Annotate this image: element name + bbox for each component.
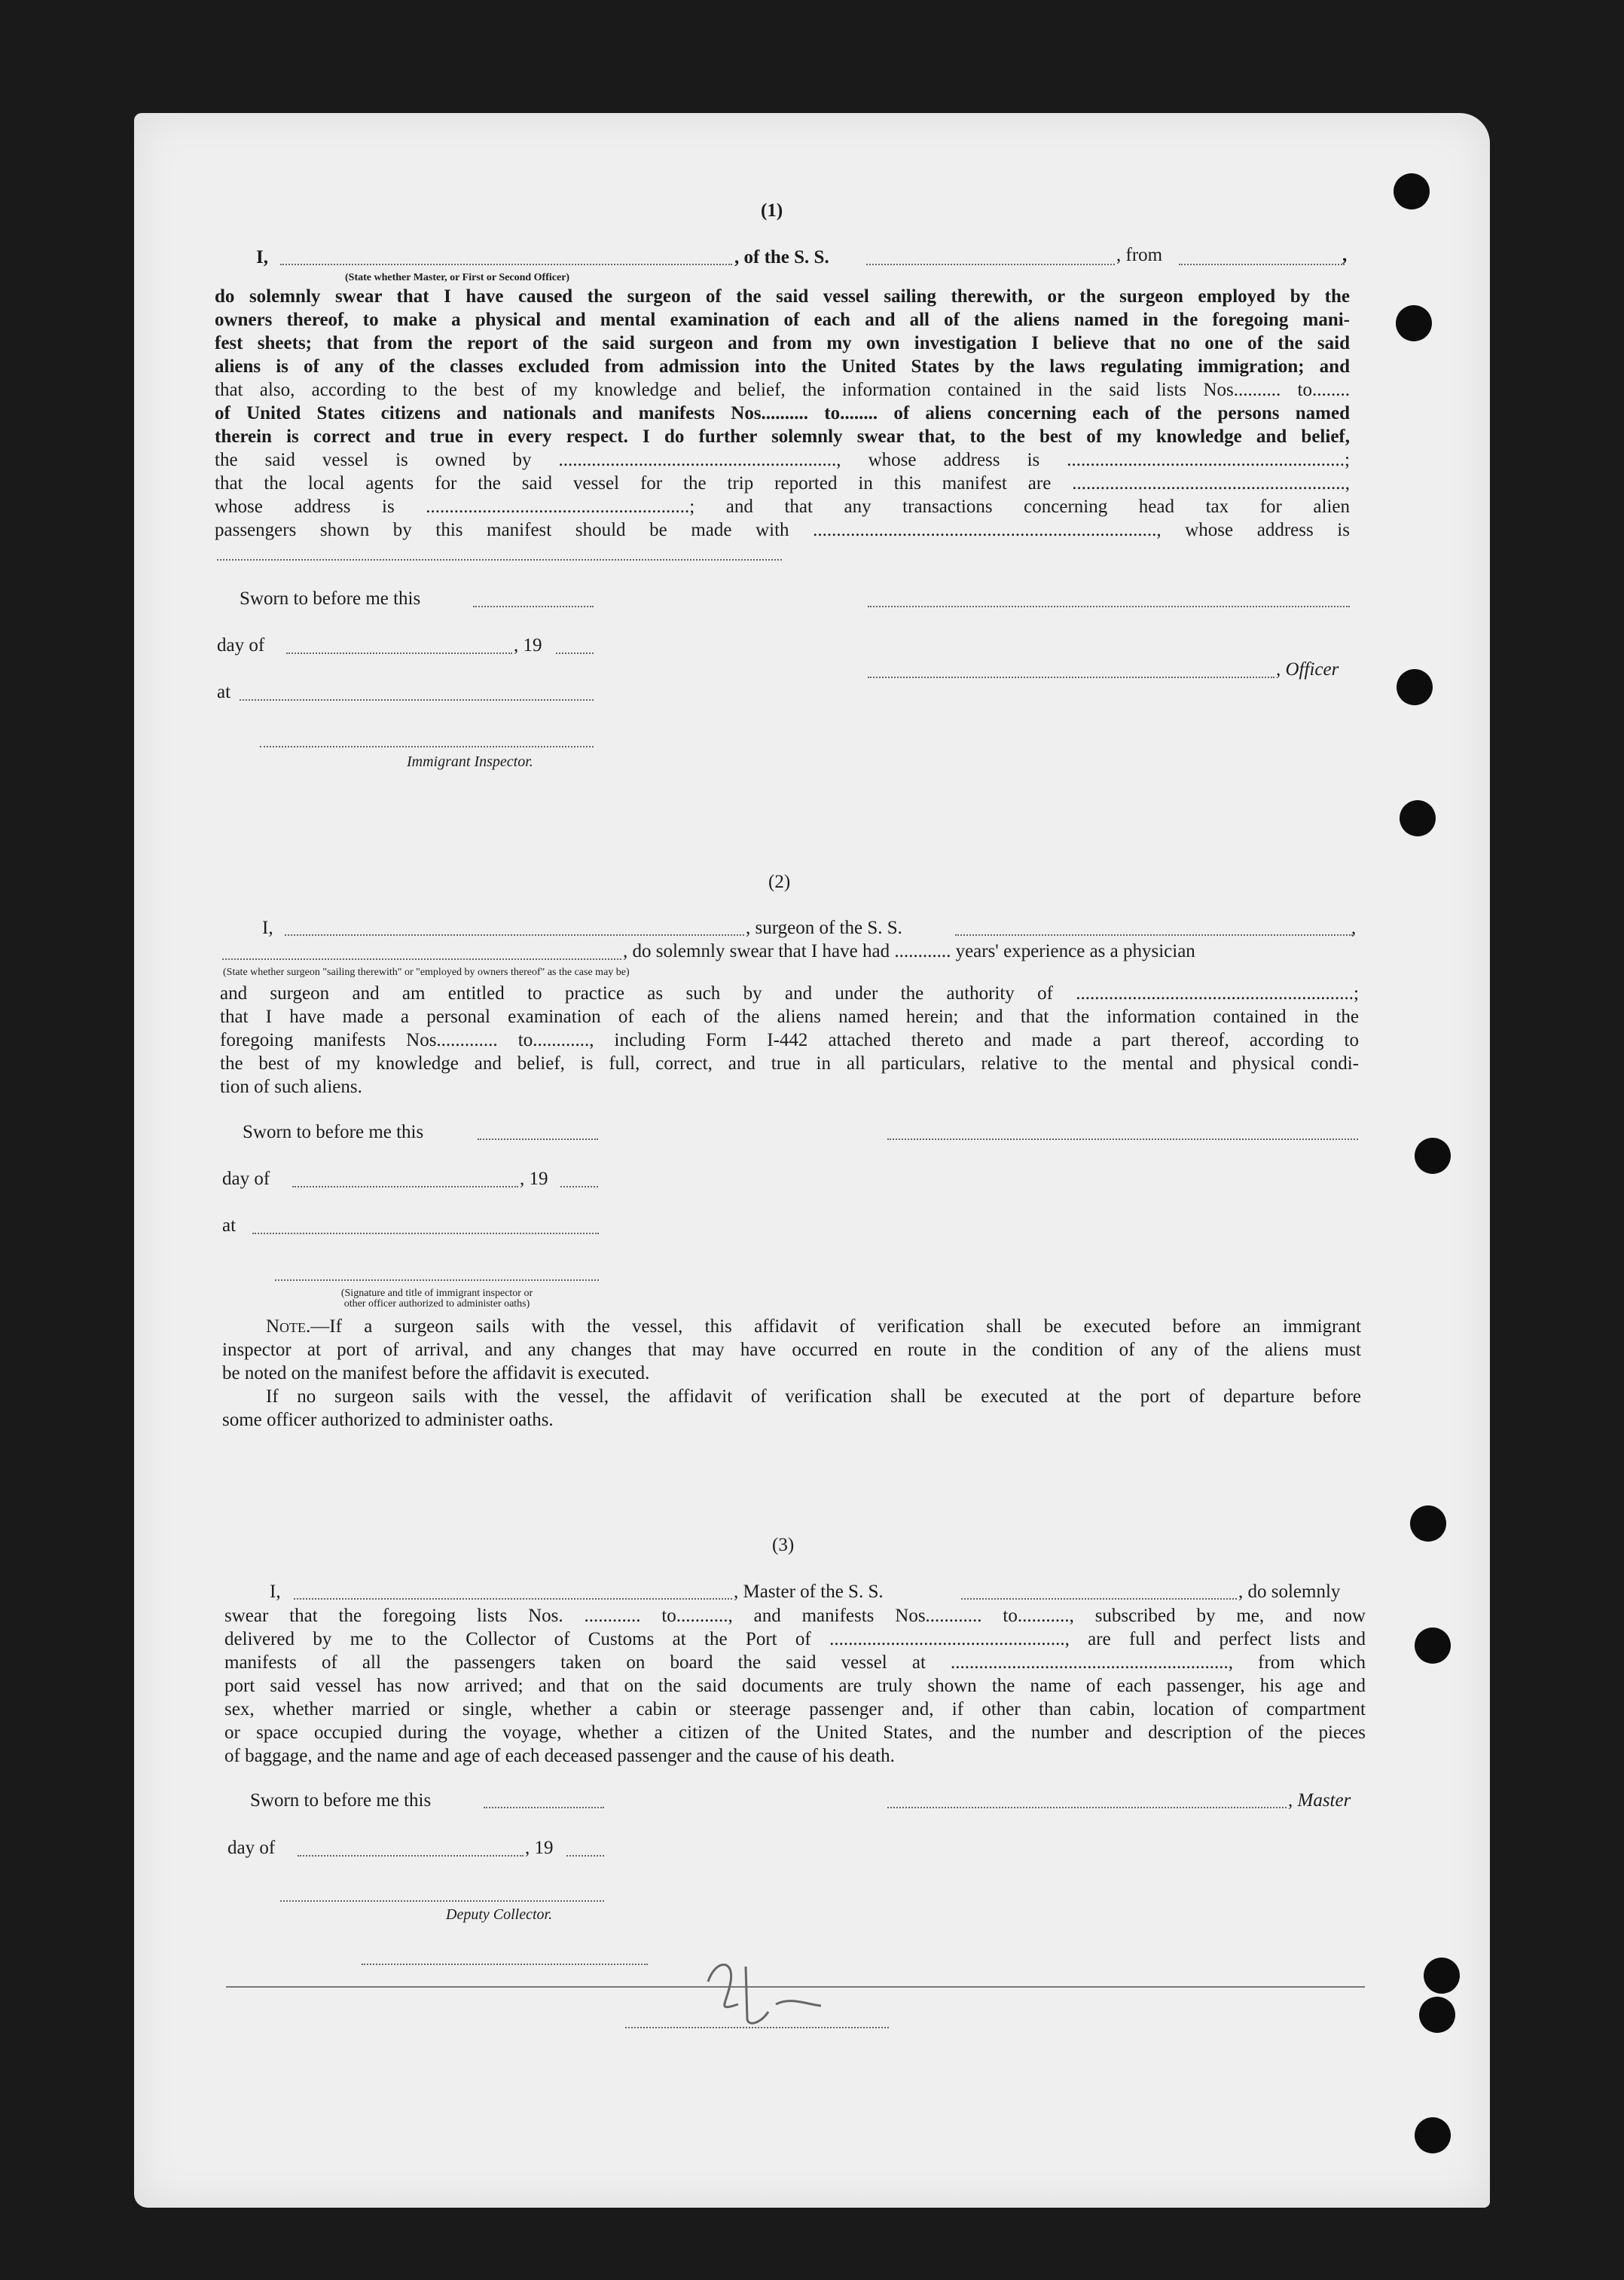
day-of-label: day of	[227, 1838, 276, 1858]
body-line: aliens is of any of the classes excluded from admission into the United States by the laws regulating immigration; and	[215, 356, 1350, 377]
body-line: passengers shown by this manifest should be made with ........................................................................., whose address is	[215, 520, 1350, 540]
blank-line	[286, 653, 512, 654]
punch-hole	[1396, 305, 1432, 341]
inspector-label: Immigrant Inspector.	[407, 753, 533, 770]
day-of-label: day of	[222, 1169, 270, 1189]
blank-line	[294, 1598, 732, 1600]
blank-line	[478, 1138, 598, 1140]
body-line: or space occupied during the voyage, whether a citizen of the United States, and the number and description of the pieces	[224, 1722, 1366, 1743]
body-line: of baggage, and the name and age of each deceased passenger and the cause of his death.	[224, 1746, 895, 1766]
section-3-i: I,	[270, 1582, 281, 1602]
blank-line	[566, 1855, 604, 1857]
year-label: , 19	[525, 1838, 554, 1858]
note-paragraph	[222, 1315, 1361, 1432]
sig-hint-2: other officer authorized to administer oaths)	[343, 1298, 530, 1310]
punch-hole	[1415, 2117, 1451, 2153]
signature-line	[868, 606, 1350, 607]
body-line: that also, according to the best of my knowledge and belief, the information contained in the said lists Nos.......... to........	[215, 380, 1350, 400]
section-1-from: , from	[1116, 245, 1163, 265]
punch-hole	[1419, 1997, 1455, 2033]
note-line: If no surgeon sails with the vessel, the affidavit of verification shall be executed at the port of departure before	[266, 1386, 1361, 1407]
section-2-heading: (2)	[768, 872, 791, 892]
officer-signature-line	[868, 677, 1274, 678]
body-line: tion of such aliens.	[220, 1077, 362, 1097]
blank-line	[955, 934, 1353, 936]
blank-line	[556, 653, 594, 654]
day-of-label: day of	[217, 635, 265, 656]
punch-hole	[1397, 669, 1433, 705]
punch-hole	[1415, 1627, 1451, 1664]
collector-signature-line	[280, 1900, 604, 1902]
body-line: the best of my knowledge and belief, is full, correct, and true in all particulars, relative to the mental and physical condi-	[220, 1053, 1359, 1074]
body-line: port said vessel has now arrived; and that on the said documents are truly shown the name of each passenger, his age and	[224, 1676, 1366, 1696]
body-line: therein is correct and true in every respect. I do further solemnly swear that, to the best of my knowledge and belief,	[215, 426, 1350, 447]
surgeon-hint: (State whether surgeon "sailing therewith" or "employed by owners thereof" as the case may be)	[223, 967, 630, 978]
body-line: that the local agents for the said vessel for the trip reported in this manifest are ..........................................................,	[215, 473, 1350, 494]
blank-line	[292, 1186, 518, 1187]
note-line: inspector at port of arrival, and any changes that may have occurred en route in the condition of any of the aliens must	[222, 1340, 1361, 1360]
note-text: —If a surgeon sails with the vessel, this affidavit of verification shall be executed before an immigrant	[310, 1316, 1361, 1337]
comma: ,	[1342, 245, 1348, 265]
section-3-body	[224, 1604, 1366, 1768]
section-1-body	[215, 285, 1350, 542]
signature-line	[887, 1138, 1358, 1140]
at-label: at	[217, 682, 231, 702]
blank-line	[285, 934, 744, 936]
blank-line	[280, 264, 732, 265]
body-line: of United States citizens and nationals and manifests Nos.......... to........ of aliens concerning each of the persons named	[215, 403, 1350, 423]
swear-line: , do solemnly swear that I have had ............ years' experience as a physician	[623, 941, 1195, 961]
section-1-i: I,	[256, 247, 268, 267]
blank-line	[961, 1598, 1237, 1600]
year-label: , 19	[520, 1169, 548, 1189]
blank-line	[560, 1186, 598, 1187]
body-line: the said vessel is owned by ..........................................................., whose address is ...........................................................;	[215, 450, 1350, 470]
sworn-label: Sworn to before me this	[243, 1122, 424, 1142]
note-line	[222, 1315, 1361, 1338]
section-2-i: I,	[262, 918, 273, 938]
blank-line	[222, 958, 621, 960]
section-3-heading: (3)	[772, 1535, 795, 1555]
body-line: sex, whether married or single, whether a cabin or steerage passenger and, if other than cabin, location of compartment	[224, 1699, 1366, 1719]
blank-line	[252, 1233, 599, 1234]
inspector-signature-line	[260, 746, 594, 747]
punch-hole	[1415, 1138, 1451, 1174]
punch-hole	[1394, 173, 1430, 209]
section-2-body	[220, 982, 1359, 1099]
body-line: whose address is ........................................................; and that any transactions concerning head tax for alien	[215, 497, 1350, 517]
punch-hole	[1410, 1505, 1446, 1542]
master-hint: (State whether Master, or First or Second Officer)	[345, 272, 570, 283]
blank-line	[298, 1855, 524, 1857]
section-1-of-ss: , of the S. S.	[734, 247, 829, 267]
blank-line	[240, 699, 594, 701]
officer-label: , Officer	[1276, 659, 1339, 680]
body-line: delivered by me to the Collector of Customs at the Port of .................................................., are full and perfect lists and	[224, 1629, 1366, 1649]
note-label: Note.	[266, 1316, 311, 1337]
blank-line	[473, 606, 594, 607]
body-line: foregoing manifests Nos............. to............, including Form I-442 attached thereto and made a part thereof, according to	[220, 1030, 1359, 1050]
note-line: some officer authorized to administer oaths.	[222, 1410, 554, 1430]
inspector-signature-line	[275, 1279, 599, 1281]
master-label: , Master	[1288, 1790, 1351, 1811]
section-1-heading: (1)	[761, 200, 783, 221]
do-solemnly-label: , do solemnly	[1238, 1582, 1341, 1602]
handwritten-mark	[701, 1951, 851, 2034]
blank-line	[1179, 264, 1345, 265]
blank-line	[484, 1807, 604, 1808]
body-line: and surgeon and am entitled to practice as such by and under the authority of ...........................................................;	[220, 983, 1359, 1004]
sig-hint-1: (Signature and title of immigrant inspector or	[340, 1288, 533, 1299]
body-line: owners thereof, to make a physical and mental examination of each and all of the aliens named in the foregoing mani-	[215, 310, 1350, 330]
body-line: swear that the foregoing lists Nos. ............ to..........., and manifests Nos............ to..........., subscribed by me, and now	[224, 1606, 1366, 1626]
master-signature-line	[887, 1807, 1287, 1808]
surgeon-of-label: , surgeon of the S. S.	[746, 918, 902, 938]
blank-line	[217, 559, 782, 561]
punch-hole	[1424, 1958, 1460, 1994]
body-line: fest sheets; that from the report of the said surgeon and from my own investigation I believe that no one of the said	[215, 333, 1350, 353]
punch-hole	[1400, 800, 1436, 836]
at-label: at	[222, 1215, 237, 1236]
note-line: be noted on the manifest before the affidavit is executed.	[222, 1363, 650, 1383]
body-line: manifests of all the passengers taken on board the said vessel at ..........................................................., from which	[224, 1652, 1366, 1673]
blank-line	[866, 264, 1115, 265]
stamp-dots	[362, 1964, 648, 1965]
collector-label: Deputy Collector.	[446, 1906, 553, 1923]
body-line: that I have made a personal examination of each of the aliens named herein; and that the information contained in the	[220, 1007, 1359, 1027]
comma: ,	[1351, 918, 1357, 938]
master-of-label: , Master of the S. S.	[734, 1582, 884, 1602]
sworn-label: Sworn to before me this	[250, 1790, 432, 1811]
body-line: do solemnly swear that I have caused the surgeon of the said vessel sailing therewith, or the surgeon employed by the	[215, 286, 1350, 307]
year-label: , 19	[514, 635, 542, 656]
sworn-label: Sworn to before me this	[240, 588, 421, 609]
